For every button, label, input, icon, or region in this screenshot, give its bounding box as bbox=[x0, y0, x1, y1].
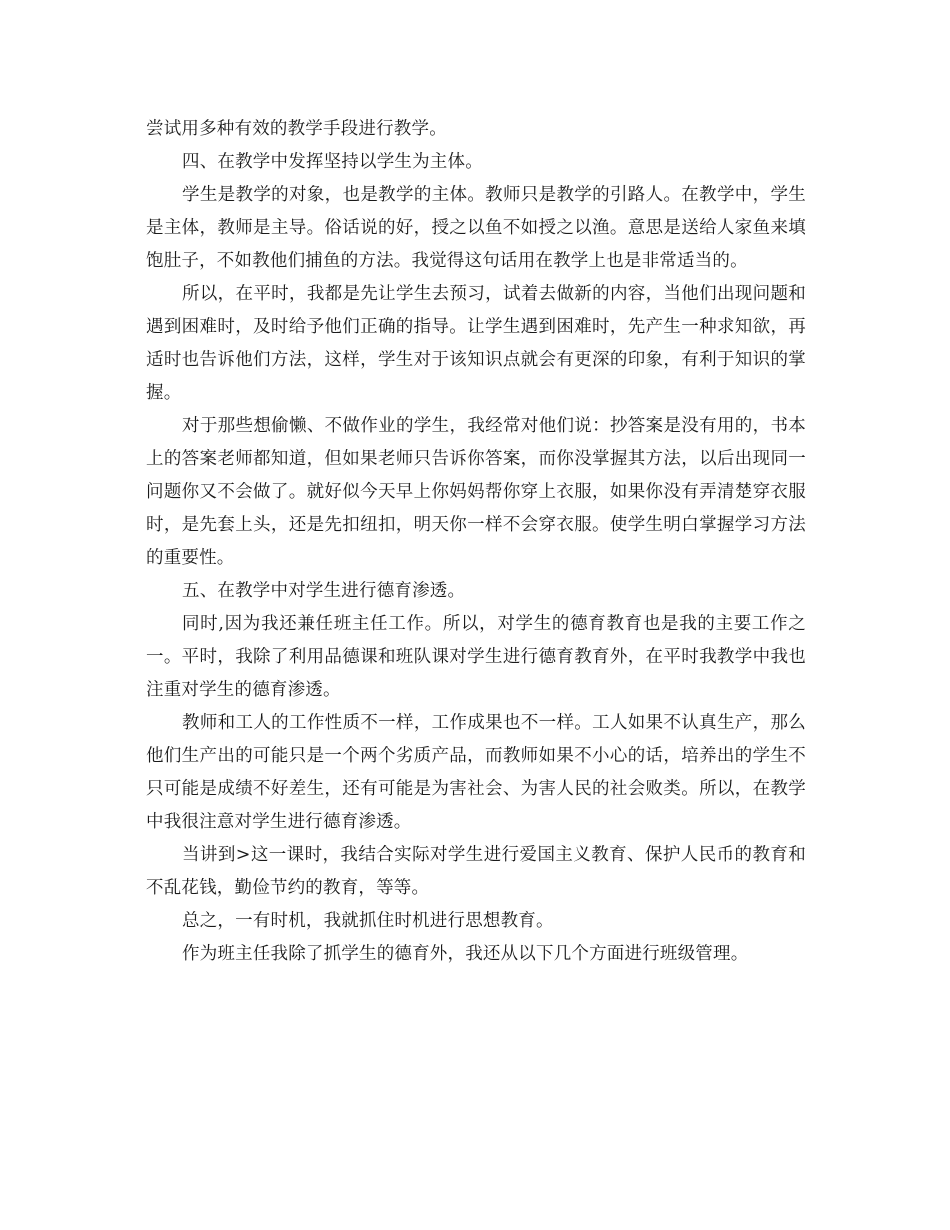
paragraph: 对于那些想偷懒、不做作业的学生，我经常对他们说：抄答案是没有用的，书本上的答案老师都知道，但如果老师只告诉你答案，而你没掌握其方法，以后出现同一问题你又不会做了。就好似今天早上你妈妈帮你穿上衣服，如果你没有弄清楚穿衣服时，是先套上头，还是先扣纽扣，明天你一样不会穿衣服。使学生明白掌握学习方法的重要性。 bbox=[146, 416, 806, 568]
paragraph: 当讲到>这一课时，我结合实际对学生进行爱国主义教育、保护人民币的教育和不乱花钱，勤俭节约的教育，等等。 bbox=[146, 845, 806, 898]
paragraph: 学生是教学的对象，也是教学的主体。教师只是教学的引路人。在教学中，学生是主体，教师是主导。俗话说的好，授之以鱼不如授之以渔。意思是送给人家鱼来填饱肚子，不如教他们捕鱼的方法。我觉得这句话用在教学上也是非常适当的。 bbox=[146, 185, 806, 271]
section-heading-four: 四、在教学中发挥坚持以学生为主体。 bbox=[182, 152, 483, 172]
paragraph: 教师和工人的工作性质不一样，工作成果也不一样。工人如果不认真生产，那么他们生产出的可能只是一个两个劣质产品，而教师如果不小心的话，培养出的学生不只可能是成绩不好差生，还有可能是为害社会、为害人民的社会败类。所以，在教学中我很注意对学生进行德育渗透。 bbox=[146, 713, 806, 832]
paragraph: 同时,因为我还兼任班主任工作。所以，对学生的德育教育也是我的主要工作之一。平时，我除了利用品德课和班队课对学生进行德育教育外，在平时我教学中我也注重对学生的德育渗透。 bbox=[146, 614, 806, 700]
paragraph: 作为班主任我除了抓学生的德育外，我还从以下几个方面进行班级管理。 bbox=[182, 944, 749, 964]
section-heading-five: 五、在教学中对学生进行德育渗透。 bbox=[182, 581, 466, 601]
paragraph-continuation: 尝试用多种有效的教学手段进行教学。 bbox=[146, 119, 447, 139]
paragraph: 总之，一有时机，我就抓住时机进行思想教育。 bbox=[182, 911, 554, 931]
document-body bbox=[146, 113, 806, 971]
paragraph: 所以，在平时，我都是先让学生去预习，试着去做新的内容，当他们出现问题和遇到困难时，及时给予他们正确的指导。让学生遇到困难时，先产生一种求知欲，再适时也告诉他们方法，这样，学生对于该知识点就会有更深的印象，有利于知识的掌握。 bbox=[146, 284, 806, 403]
